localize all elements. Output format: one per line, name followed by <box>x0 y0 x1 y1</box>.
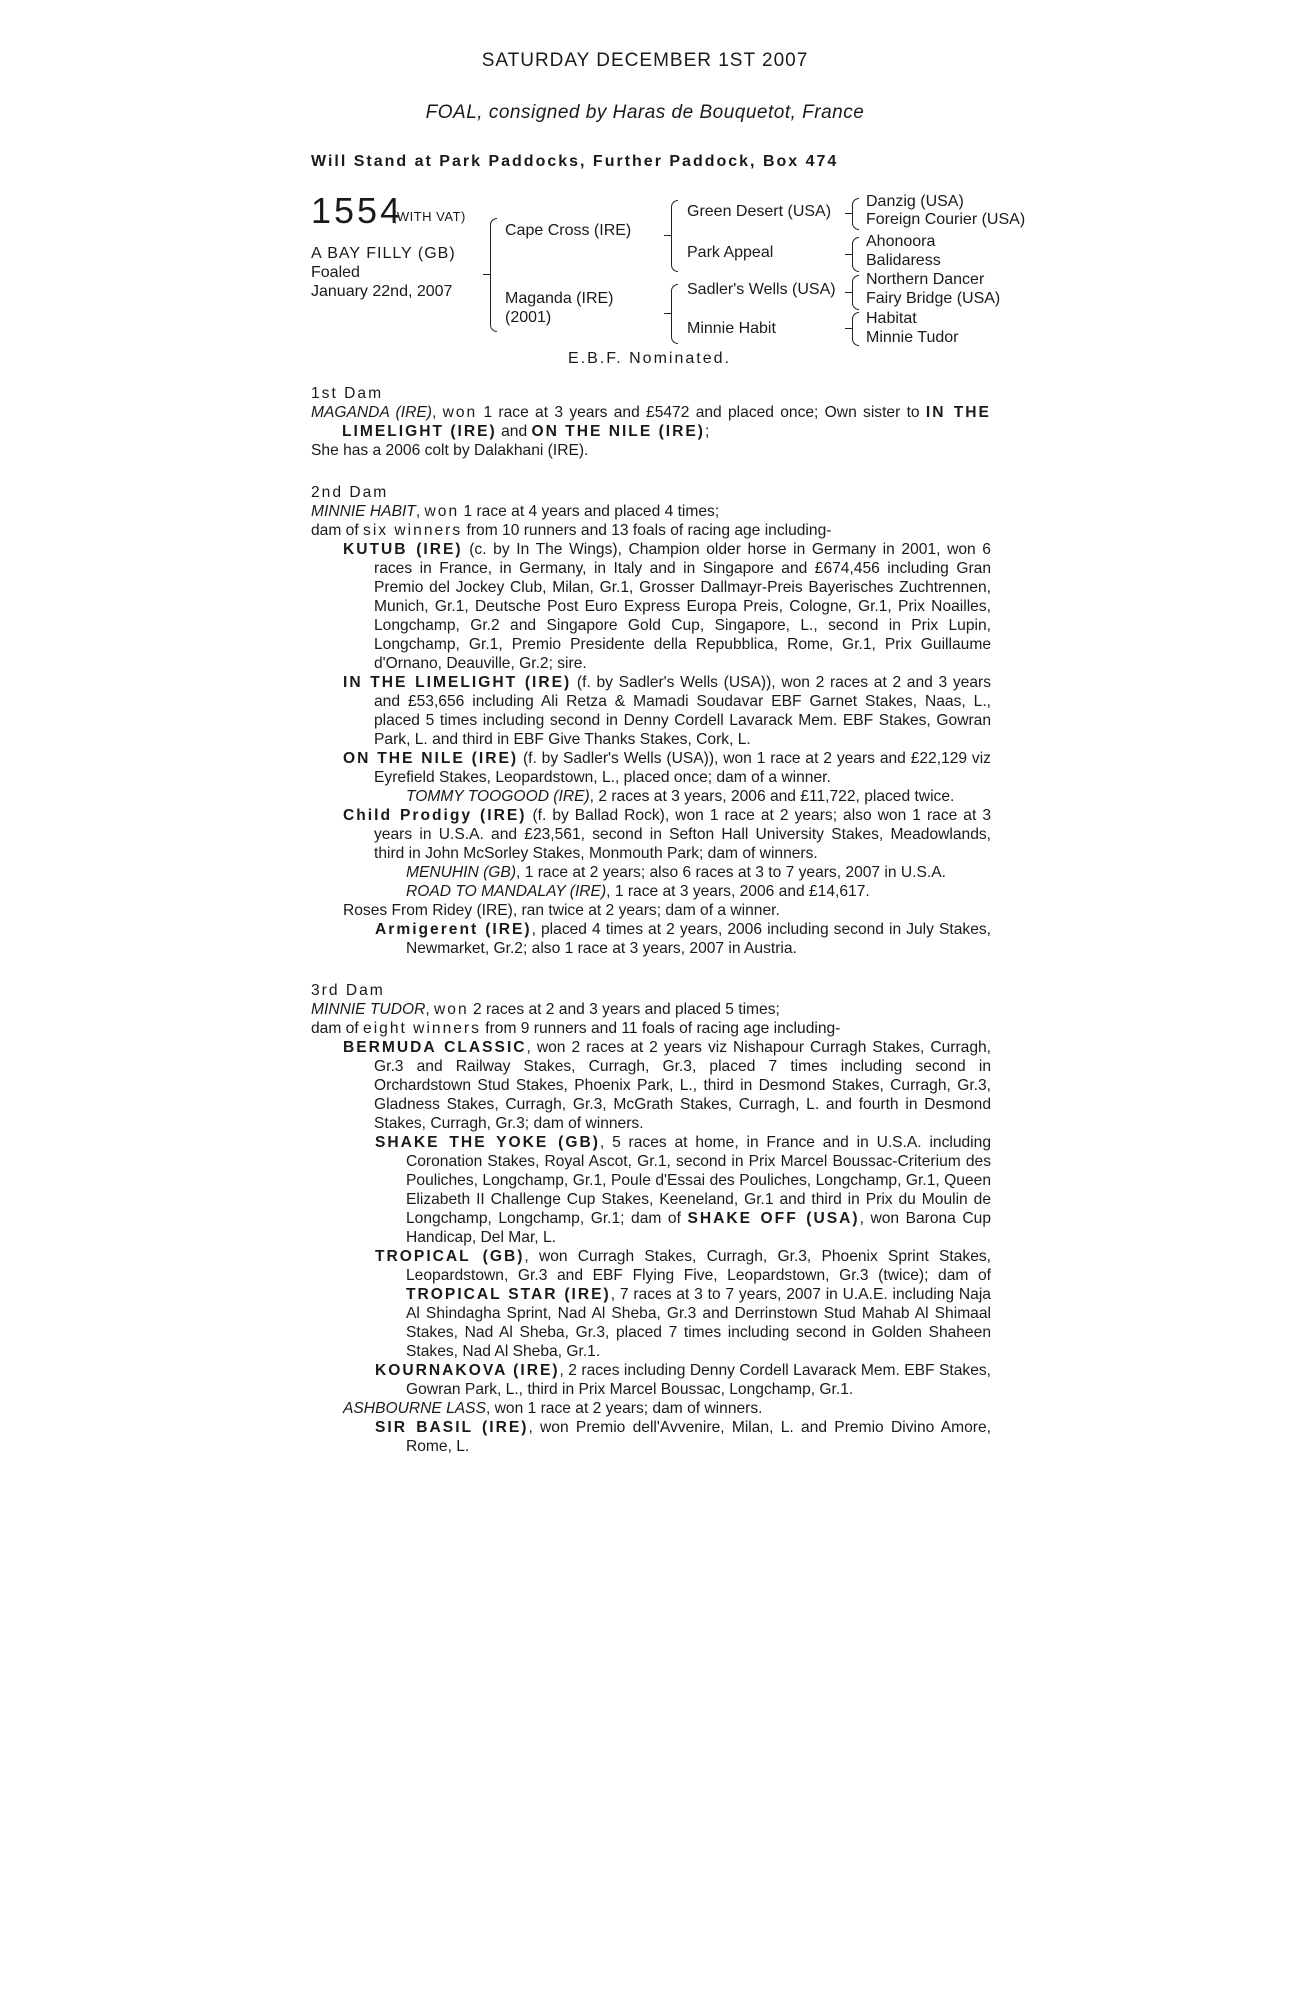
pedigree-dam-dam: Minnie Habit <box>687 320 776 337</box>
kutub-text: (c. by In The Wings), Champion older horse in Germany in 2001, won 6 races in France, in Germany, in Italy and in Singapore and £674,456 including Gran Premio del Jockey Club, Milan, Gr.1, Grosser Dallmayr-Preis Bayerisches Zuchtrennen, Munich, Gr.1, Deutsche Post Euro Express Europa Preis, Cologne, Gr.1, Prix Noailles, Longchamp, Gr.2 and Singapore Gold Cup, Singapore, L., second in Prix Lupin, Longchamp, Gr.1, Premio Presidente della Repubblica, Rome, Gr.1, Prix Guillaume d'Ornano, Deauville, Gr.2; sire. <box>374 541 991 672</box>
stand-location: Will Stand at Park Paddocks, Further Paddock, Box 474 <box>311 153 839 170</box>
kutub-name: KUTUB (IRE) <box>343 541 463 558</box>
second-dam-runners: from 10 runners and 13 foals of racing age including- <box>466 522 832 539</box>
pedigree-brace-dam <box>671 284 678 344</box>
produce-child-prodigy <box>311 806 991 863</box>
second-dam-produce <box>311 521 991 540</box>
second-dam-won: won <box>424 503 460 520</box>
produce-bermuda-classic <box>311 1038 991 1133</box>
first-dam-and: and <box>501 423 528 440</box>
bermuda-name: BERMUDA CLASSIC <box>343 1039 527 1056</box>
third-dam-won: won <box>434 1001 469 1018</box>
foaled-label: Foaled <box>311 264 360 281</box>
first-dam-title: 1st Dam <box>311 385 384 402</box>
sir-basil-name: SIR BASIL (IRE) <box>375 1419 529 1436</box>
third-dam-text: 2 races at 2 and 3 years and placed 5 times; <box>472 1001 780 1018</box>
tropical-star-name: TROPICAL STAR (IRE) <box>406 1286 611 1303</box>
catalogue-body <box>311 384 991 1456</box>
produce-limelight <box>311 673 991 749</box>
pedigree-brace-sd <box>852 237 859 272</box>
sir-basil-text: , won Premio dell'Avvenire, Milan, L. and Premio Divino Amore, Rome, L. <box>406 1419 991 1455</box>
limelight-text: (f. by Sadler's Wells (USA)), won 2 races at 2 and 3 years and £53,656 including Ali Retza & Mamadi Soudavar EBF Garnet Stakes, Naas, L., placed 5 times including second in Denny Cordell Lavarack Mem. EBF Stakes, Gowran Park, L. and third in EBF Give Thanks Stakes, Cork, L. <box>374 674 991 748</box>
first-dam-record: MAGANDA (IRE), won 1 race at 3 years and £5472 and placed once; Own sister to IN THE LIMELIGHT (IRE) and ON THE NILE (IRE); <box>311 404 991 440</box>
child-text: (f. by Ballad Rock), won 1 race at 2 years; also won 1 race at 3 years in U.S.A. and £23,561, second in Sefton Hall University Stakes, Meadowlands, third in John McSorley Stakes, Monmouth Park; dam of winners. <box>374 807 991 862</box>
third-dam-runners: from 9 runners and 11 foals of racing age including- <box>485 1020 841 1037</box>
first-dam-sibling-1: IN THE LIMELIGHT (IRE) <box>342 404 991 440</box>
second-dam-dam-of: dam of <box>311 522 359 539</box>
pedigree-dsd: Fairy Bridge (USA) <box>866 290 1001 307</box>
tommy-text: , 2 races at 3 years, 2006 and £11,722, placed twice. <box>589 788 955 805</box>
produce-kournakova <box>311 1361 991 1399</box>
shake-name: SHAKE THE YOKE (GB) <box>375 1134 600 1151</box>
third-dam-produce <box>311 1019 991 1038</box>
ebf-nomination: E.B.F. Nominated. <box>568 350 731 367</box>
horse-description: A BAY FILLY (GB) <box>311 245 456 262</box>
pedigree-sire-dam: Park Appeal <box>687 244 774 261</box>
produce-ashbourne-lass <box>311 1399 991 1418</box>
pedigree-brace-ds <box>852 275 859 310</box>
produce-menuhin <box>311 863 991 882</box>
produce-on-the-nile <box>311 749 991 787</box>
pedigree-sss: Danzig (USA) <box>866 193 964 210</box>
shakeoff-text: , won Barona Cup Handicap, Del Mar, L. <box>406 1210 991 1246</box>
pedigree-ddd: Minnie Tudor <box>866 329 959 346</box>
bermuda-text: , won 2 races at 2 years viz Nishapour Curragh Stakes, Curragh, Gr.3 and Railway Stakes, Curragh, Gr.3, placed 7 times including second in Orchardstown Stud Stakes, Phoenix Park, L., third in Desmond Stakes, Curragh, Gr.3, Gladness Stakes, Curragh, Gr.3, McGrath Stakes, Curragh, L. and fourth in Desmond Stakes, Curragh, Gr.3; dam of winners. <box>374 1039 991 1132</box>
pedigree-brace-main <box>490 218 497 332</box>
first-dam-produce: She has a 2006 colt by Dalakhani (IRE). <box>311 442 589 459</box>
second-dam-name: MINNIE HABIT <box>311 503 416 520</box>
pedigree-dam-sire: Sadler's Wells (USA) <box>687 281 836 298</box>
third-dam-name: MINNIE TUDOR <box>311 1001 426 1018</box>
menuhin-name: MENUHIN (GB) <box>406 864 517 881</box>
first-dam-end: ; <box>704 423 710 440</box>
pedigree-dss: Northern Dancer <box>866 271 985 288</box>
produce-sir-basil <box>311 1418 991 1456</box>
pedigree-ssd: Foreign Courier (USA) <box>866 211 1026 228</box>
tropical-star-text: , 7 races at 3 to 7 years, 2007 in U.A.E. including Naja Al Shindagha Sprint, Nad Al Sheba, Gr.3 and Derrinstown Stud Mahab Al Shimaal Stakes, Nad Al Sheba, Gr.3, placed 7 times including second in Golden Shaheen Stakes, Nad Al Sheba, Gr.1. <box>406 1286 991 1360</box>
third-dam-dam-of: dam of <box>311 1020 359 1037</box>
second-dam-record: MINNIE HABIT, won 1 race at 4 years and placed 4 times; <box>311 503 720 520</box>
road-name: ROAD TO MANDALAY (IRE) <box>406 883 607 900</box>
pedigree-sds: Ahonoora <box>866 233 936 250</box>
produce-road-to-mandalay <box>311 882 991 901</box>
second-dam-text: 1 race at 4 years and placed 4 times; <box>463 503 720 520</box>
tommy-name: TOMMY TOOGOOD (IRE) <box>406 788 590 805</box>
tropical-text: , won Curragh Stakes, Curragh, Gr.3, Phoenix Sprint Stakes, Leopardstown, Gr.3 and EBF Flying Five, Leopardstown, Gr.3 (twice); dam of <box>406 1248 991 1284</box>
pedigree-sire: Cape Cross (IRE) <box>505 222 632 239</box>
foaled-date: January 22nd, 2007 <box>311 283 453 300</box>
shakeoff-name: SHAKE OFF (USA) <box>687 1210 860 1227</box>
nile-text: (f. by Sadler's Wells (USA)), won 1 race at 2 years and £22,129 viz Eyrefield Stakes, Leopardstown, L., placed once; dam of a winner. <box>374 750 991 786</box>
first-dam-name: MAGANDA (IRE) <box>311 404 432 421</box>
pedigree-sdd: Balidaress <box>866 252 941 269</box>
second-dam-title: 2nd Dam <box>311 484 389 501</box>
pedigree-brace-ss <box>852 198 859 230</box>
pedigree-dds: Habitat <box>866 310 917 327</box>
lot-number: 1554 <box>311 190 404 231</box>
produce-kutub <box>311 540 991 673</box>
pedigree-dam: Maganda (IRE) <box>505 290 614 307</box>
first-dam-text: 1 race at 3 years and £5472 and placed once; Own sister to <box>483 404 920 421</box>
kournakova-name: KOURNAKOVA (IRE) <box>375 1362 560 1379</box>
second-dam-winners: six winners <box>363 522 463 539</box>
first-dam-sibling-2: ON THE NILE (IRE) <box>531 423 705 440</box>
produce-tropical <box>311 1247 991 1361</box>
armigerent-name: Armigerent (IRE) <box>375 921 532 938</box>
third-dam-winners: eight winners <box>363 1020 481 1037</box>
tropical-name: TROPICAL (GB) <box>375 1248 525 1265</box>
produce-shake-the-yoke <box>311 1133 991 1247</box>
road-text: , 1 race at 3 years, 2006 and £14,617. <box>606 883 870 900</box>
sale-date: SATURDAY DECEMBER 1ST 2007 <box>481 50 809 71</box>
vat-note: (WITH VAT) <box>392 209 466 224</box>
produce-roses: Roses From Ridey (IRE), ran twice at 2 years; dam of a winner. <box>343 902 780 919</box>
pedigree-sire-sire: Green Desert (USA) <box>687 203 832 220</box>
pedigree-brace-dd <box>852 312 859 346</box>
ashbourne-name: ASHBOURNE LASS <box>343 1400 486 1417</box>
nile-name: ON THE NILE (IRE) <box>343 750 519 767</box>
produce-tommy <box>311 787 991 806</box>
first-dam-won: won <box>442 404 478 421</box>
consignment-line: FOAL, consigned by Haras de Bouquetot, France <box>425 102 865 123</box>
third-dam-title: 3rd Dam <box>311 982 385 999</box>
shake-text: , 5 races at home, in France and in U.S.A. including Coronation Stakes, Royal Ascot, Gr.1, second in Prix Marcel Boussac-Criterium des Pouliches, Longchamp, Gr.1, Poule d'Essai des Pouliches, Longchamp, Gr.1, Queen Elizabeth II Challenge Cup Stakes, Keeneland, Gr.1 and third in Prix du Moulin de Longchamp, Longchamp, Gr.1; dam of <box>406 1134 991 1227</box>
limelight-name: IN THE LIMELIGHT (IRE) <box>343 674 572 691</box>
pedigree-brace-sire <box>671 200 678 272</box>
armigerent-text: , placed 4 times at 2 years, 2006 including second in July Stakes, Newmarket, Gr.2; also 1 race at 3 years, 2007 in Austria. <box>406 921 991 957</box>
child-name: Child Prodigy (IRE) <box>343 807 527 824</box>
ashbourne-text: , won 1 race at 2 years; dam of winners. <box>486 1400 763 1417</box>
pedigree-dam-year: (2001) <box>505 309 552 326</box>
menuhin-text: , 1 race at 2 years; also 6 races at 3 to 7 years, 2007 in U.S.A. <box>516 864 946 881</box>
third-dam-record: MINNIE TUDOR, won 2 races at 2 and 3 years and placed 5 times; <box>311 1001 780 1018</box>
produce-armigerent <box>311 920 991 958</box>
kournakova-text: , 2 races including Denny Cordell Lavarack Mem. EBF Stakes, Gowran Park, L., third in Prix Marcel Boussac, Longchamp, Gr.1. <box>406 1362 991 1398</box>
